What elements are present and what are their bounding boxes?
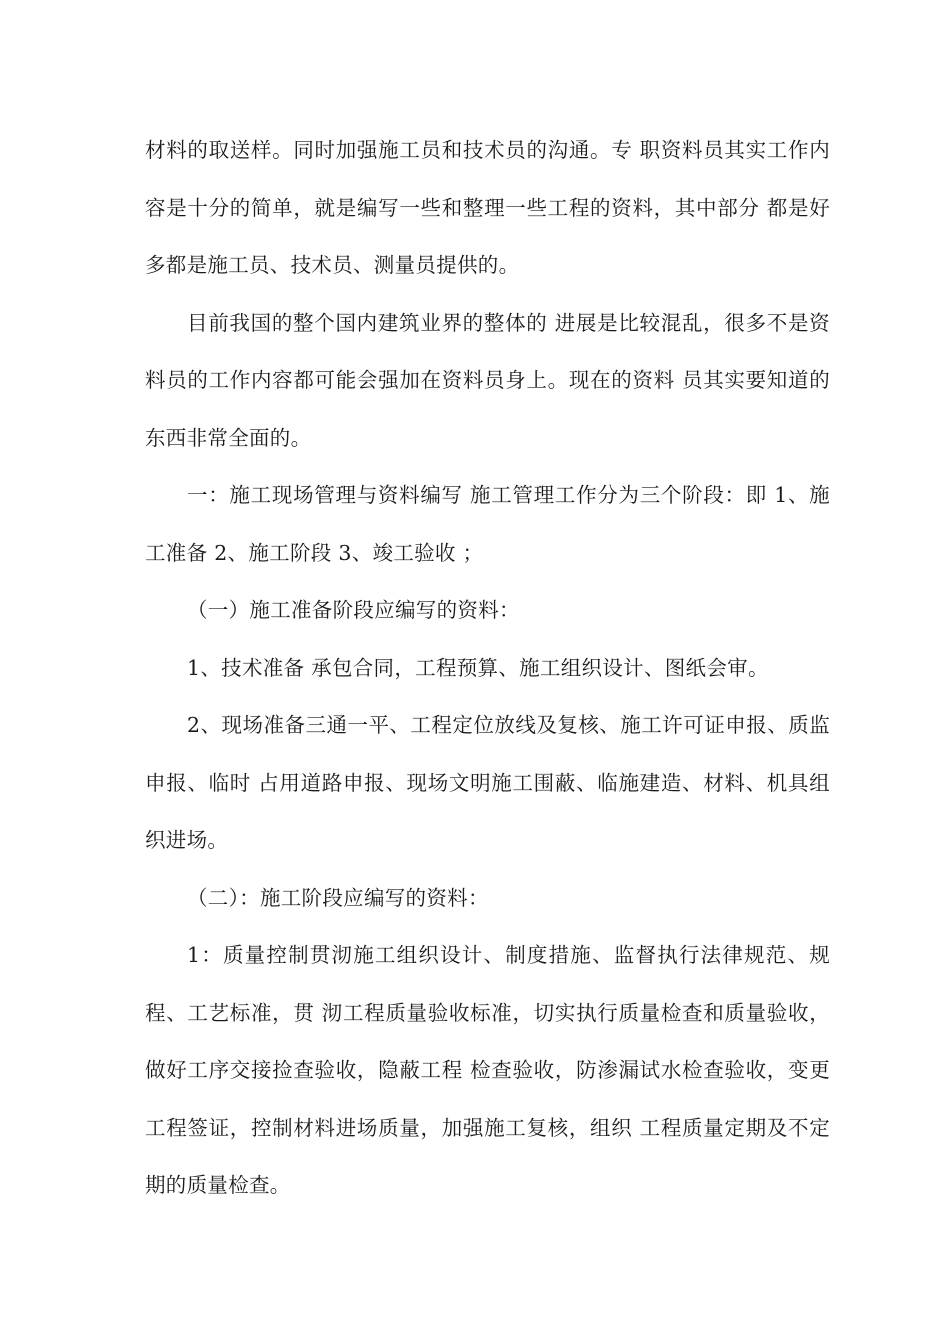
paragraph-subsection-preparation: （一）施工准备阶段应编写的资料： — [187, 598, 520, 622]
paragraph-section-one-heading: 一：施工现场管理与资料编写 施工管理工作分为三个阶段：即 1、施工准备 2、施工阶段 3、竣工验收 ； — [145, 483, 830, 565]
paragraph-quality-control: 1：质量控制贯沏施工组织设计、制度措施、监督执行法律规范、规程、工艺标准，贯 沏工程质量验收标准，切实执行质量检查和质量验收，做好工序交接捡查验收，隐蔽工程 检查验收，防渗漏试水检查验收，变更工程签证，控制材料进场质量，加强施工复核，组织 工程质量定期及不定期的质量检查。 — [145, 943, 830, 1197]
paragraph-site-preparation: 2、现场准备三通一平、工程定位放线及复核、施工许可证申报、质监申报、临时 占用道路申报、现场文明施工围蔽、临施建造、材料、机具组织进场。 — [145, 713, 830, 852]
paragraph-subsection-construction: （二）：施工阶段应编写的资料： — [187, 885, 489, 910]
paragraph-technical-preparation: 1、技术准备 承包合同，工程预算、施工组织设计、图纸会审。 — [187, 655, 769, 680]
paragraph-industry-status: 目前我国的整个国内建筑业界的整体的 进展是比较混乱，很多不是资料员的工作内容都可能会强加在资料员身上。现在的资料 员其实要知道的东西非常全面的。 — [145, 310, 830, 450]
document-body — [145, 122, 830, 1215]
paragraph-continuation: 材料的取送样。同时加强施工员和技术员的沟通。专 职资料员其实工作内容是十分的简单，就是编写一些和整理一些工程的资料，其中部分 都是好多都是施工员、技术员、测量员提供的。 — [145, 138, 830, 277]
